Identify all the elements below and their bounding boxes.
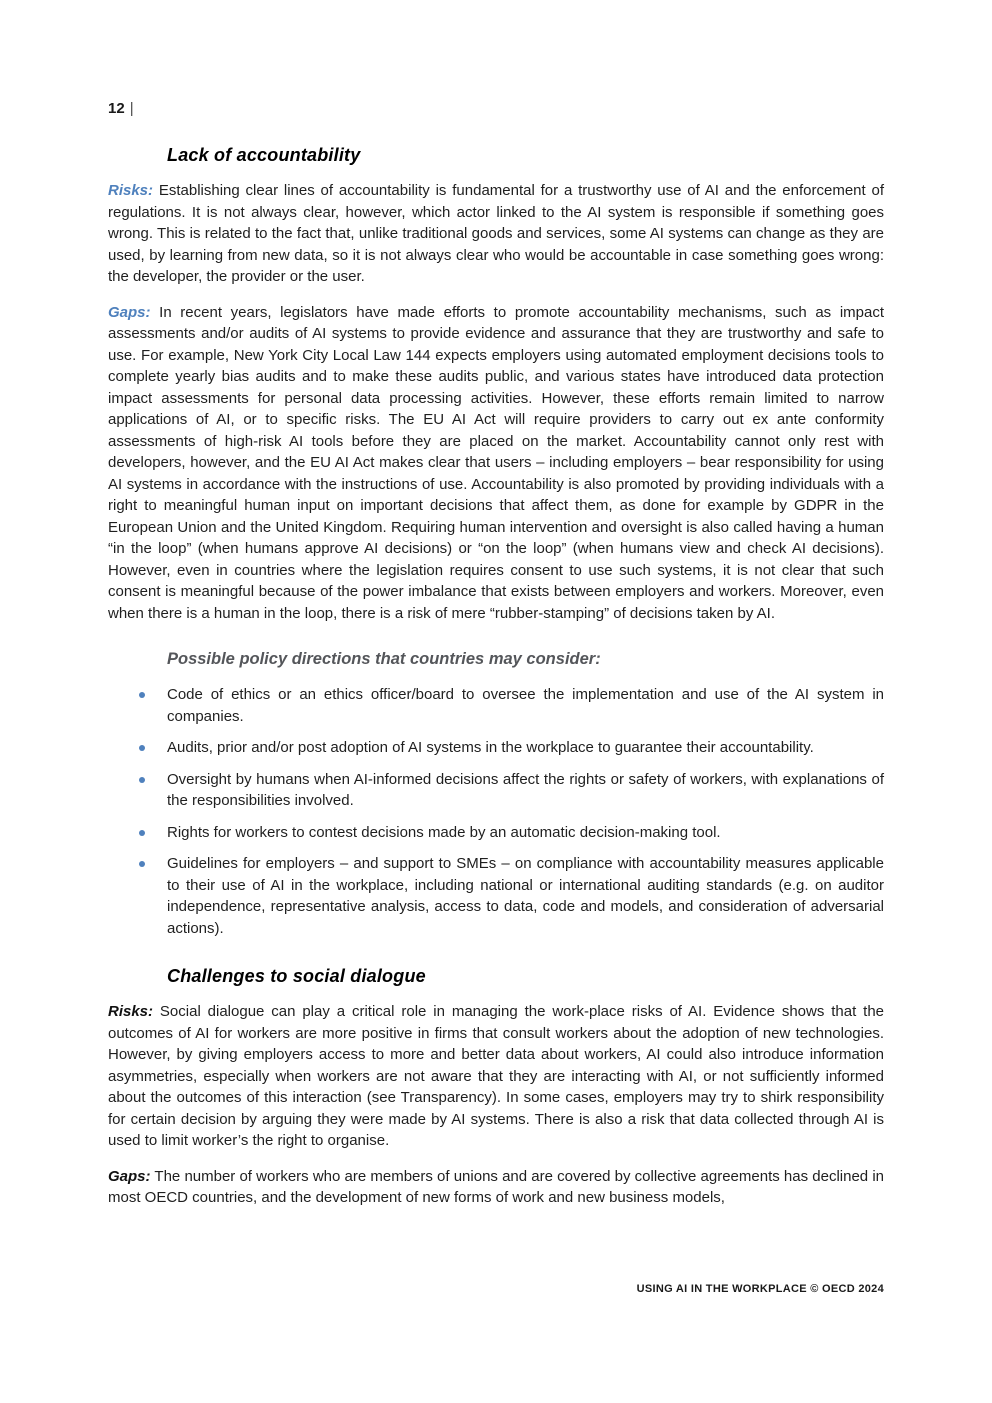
risks-label: Risks: <box>108 1003 154 1020</box>
policy-directions-heading: Possible policy directions that countries may consider: <box>167 650 601 668</box>
page-header <box>108 100 884 118</box>
section-title-challenges-social-dialogue: Challenges to social dialogue <box>167 966 426 986</box>
bullet-icon <box>139 692 145 698</box>
list-item <box>108 853 884 939</box>
list-item <box>108 769 884 812</box>
bullet-icon <box>139 861 145 867</box>
bullet-icon <box>139 777 145 783</box>
social-dialogue-risks-paragraph <box>108 1001 884 1152</box>
list-item <box>108 822 884 844</box>
policy-directions-list <box>108 684 884 939</box>
social-dialogue-gaps-paragraph <box>108 1166 884 1209</box>
accountability-gaps-paragraph <box>108 302 884 625</box>
list-item-text: Guidelines for employers – and support to SMEs – on compliance with accountability measures applicable to their use of AI in the workplace, including national or international auditing standards (e.g. on auditor independence, representative analysis, access to data, code and models, and consideration of adversarial actions). <box>167 855 884 937</box>
list-item-text: Audits, prior and/or post adoption of AI systems in the workplace to guarantee their accountability. <box>167 739 814 756</box>
page-divider: | <box>129 100 134 117</box>
risks-label: Risks: <box>108 182 154 199</box>
section-title-lack-of-accountability: Lack of accountability <box>167 145 361 165</box>
gaps-label: Gaps: <box>108 1167 151 1185</box>
list-item-text: Oversight by humans when AI-informed decisions affect the rights or safety of workers, with explanations of the responsibilities involved. <box>167 770 884 809</box>
list-item <box>108 684 884 727</box>
bullet-icon <box>139 745 145 751</box>
risks-text: Social dialogue can play a critical role in managing the work-place risks of AI. Evidence shows that the outcomes of AI for workers are more positive in firms that consult workers about the adoption of new technologies. However, by giving employers access to more and better data about workers, AI could also introduce information asymmetries, especially when workers are not aware that they are interacting with AI, or not sufficiently informed about the outcomes of this interaction (see Transparency). In some cases, employers may try to shirk responsibility for certain decision by arguing they were made by AI systems. There is also a risk that data collected through AI is used to limit worker’s the right to organise. <box>108 1003 884 1149</box>
gaps-label: Gaps: <box>108 303 151 321</box>
list-item-text: Rights for workers to contest decisions made by an automatic decision-making tool. <box>167 823 721 841</box>
accountability-risks-paragraph <box>108 180 884 288</box>
list-item-text: Code of ethics or an ethics officer/board to oversee the implementation and use of the AI system in companies. <box>167 686 884 725</box>
gaps-text: In recent years, legislators have made efforts to promote accountability mechanisms, such as impact assessments and/or audits of AI systems to provide evidence and assurance that they are trustworthy and safe to use. For example, New York City Local Law 144 expects employers using automated employment decisions tools to complete yearly bias audits and to make these audits public, and various states have introduced data protection impact assessments for personal data processing activities. However, these efforts remain limited to narrow applications of AI, or to specific risks. The EU AI Act will require providers to carry out ex ante conformity assessments of high-risk AI tools before they are placed on the market. Accountability cannot only rest with developers, however, and the EU AI Act makes clear that users – including employers – bear responsibility for using AI systems in accordance with the instructions of use. Accountability is also promoted by providing individuals with a right to meaningful human input on important decisions that affect them, as done for example by GDPR in the European Union and the United Kingdom. Requiring human intervention and oversight is also called having a human “in the loop” (when humans approve AI decisions) or “on the loop” (when humans view and check AI decisions). However, even in countries where the legislation requires consent to use such systems, it is not clear that such consent is meaningful because of the power imbalance that exists between employers and workers. Moreover, even when there is a human in the loop, there is a risk of mere “rubber-stamping” of decisions taken by AI. <box>108 303 884 622</box>
gaps-text: The number of workers who are members of unions and are covered by collective agreements has declined in most OECD countries, and the development of new forms of work and new business models, <box>108 1167 884 1206</box>
list-item <box>108 737 884 759</box>
page-number: 12 <box>108 100 125 117</box>
bullet-icon <box>139 830 145 836</box>
risks-text: Establishing clear lines of accountability is fundamental for a trustworthy use of AI and the enforcement of regulations. It is not always clear, however, which actor linked to the AI system is responsible if something goes wrong. This is related to the fact that, unlike traditional goods and services, some AI systems can change as they are used, by learning from new data, so it is not always clear who would be accountable in case something goes wrong: the developer, the provider or the user. <box>108 182 885 285</box>
page-footer: USING AI IN THE WORKPLACE © OECD 2024 <box>636 1283 884 1295</box>
